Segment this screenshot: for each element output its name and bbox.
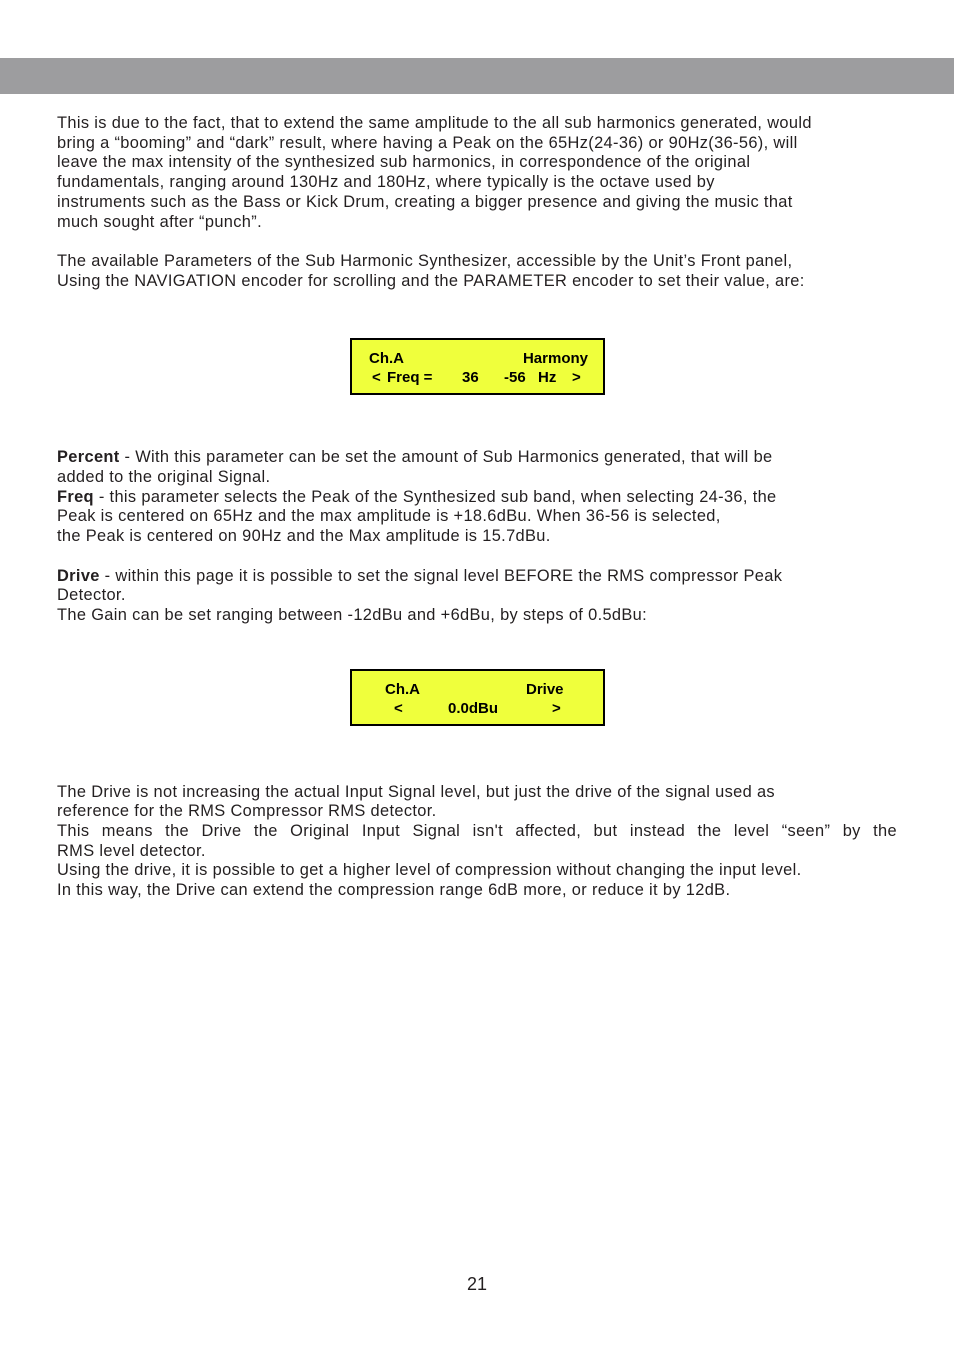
paragraph-harmonics-explanation (57, 114, 899, 232)
text-line: RMS level detector. (57, 841, 206, 860)
text-line: leave the max intensity of the synthesized sub harmonics, in correspondence of the original (57, 153, 751, 172)
text-line: This is due to the fact, that to extend the same amplitude to the all sub harmonics generated, would (57, 114, 812, 132)
text-line: The available Parameters of the Sub Harmonic Synthesizer, accessible by the Unit’s Front panel, (57, 251, 793, 270)
paragraph-drive (57, 567, 899, 626)
lcd-display-drive (350, 669, 605, 726)
lcd-value: 0.0dBu (448, 700, 499, 717)
lcd-channel: Ch.A (369, 350, 404, 367)
text-line: instruments such as the Bass or Kick Drum, creating a bigger presence and giving the music that (57, 192, 793, 211)
lcd-value-low: 36 (462, 369, 479, 386)
lcd-right-arrow: > (552, 700, 561, 717)
lcd-param-label: Freq = (387, 369, 433, 386)
text-line: fundamentals, ranging around 130Hz and 180Hz, where typically is the octave used by (57, 173, 715, 192)
term-freq: Freq (57, 487, 94, 506)
text-line: Detector. (57, 586, 126, 605)
text-line: - within this page it is possible to set the signal level BEFORE the RMS compressor Peak (99, 566, 783, 585)
lcd-channel: Ch.A (385, 681, 420, 698)
text-line: added to the original Signal. (57, 468, 271, 487)
lcd-unit: Hz (538, 369, 557, 386)
text-line: The Drive is not increasing the actual Input Signal level, but just the drive of the signal used as (57, 782, 775, 801)
text-line: - With this parameter can be set the amount of Sub Harmonics generated, that will be (119, 448, 773, 467)
text-line: - this parameter selects the Peak of the Synthesized sub band, when selecting 24-36, the (93, 487, 777, 506)
page-header-bar (0, 58, 954, 94)
paragraph-freq (57, 488, 899, 547)
term-drive: Drive (57, 566, 100, 585)
text-line: the Peak is centered on 90Hz and the Max amplitude is 15.7dBu. (57, 527, 551, 546)
term-percent: Percent (57, 448, 120, 467)
lcd-display-harmony-freq (350, 338, 605, 395)
page-body (57, 114, 899, 901)
text-line: This means the Drive the Original Input Signal isn't affected, but instead the level “seen” by the (57, 822, 897, 841)
lcd-left-arrow: < (394, 700, 403, 717)
text-line: much sought after “punch”. (57, 212, 262, 231)
text-line: In this way, the Drive can extend the compression range 6dB more, or reduce it by 12dB. (57, 881, 731, 900)
page-number: 21 (466, 1274, 488, 1294)
lcd-page-title: Drive (526, 681, 564, 698)
text-line: Using the drive, it is possible to get a higher level of compression without changing the input level. (57, 861, 802, 880)
lcd-right-arrow: > (572, 369, 581, 386)
text-line: Peak is centered on 65Hz and the max amplitude is +18.6dBu. When 36-56 is selected, (57, 507, 721, 526)
paragraph-drive-explanation (57, 783, 899, 901)
text-line: reference for the RMS Compressor RMS detector. (57, 802, 437, 821)
lcd-value-high: -56 (504, 369, 526, 386)
lcd-left-arrow: < (372, 369, 381, 386)
paragraph-percent (57, 448, 899, 487)
lcd-page-title: Harmony (522, 350, 588, 367)
text-line: Using the NAVIGATION encoder for scrolling and the PARAMETER encoder to set their value, are: (57, 271, 805, 290)
text-line: bring a “booming” and “dark” result, where having a Peak on the 65Hz(24-36) or 90Hz(36-56), will (57, 133, 798, 152)
text-line: The Gain can be set ranging between -12dBu and +6dBu, by steps of 0.5dBu: (57, 605, 648, 624)
paragraph-available-parameters (57, 252, 899, 291)
